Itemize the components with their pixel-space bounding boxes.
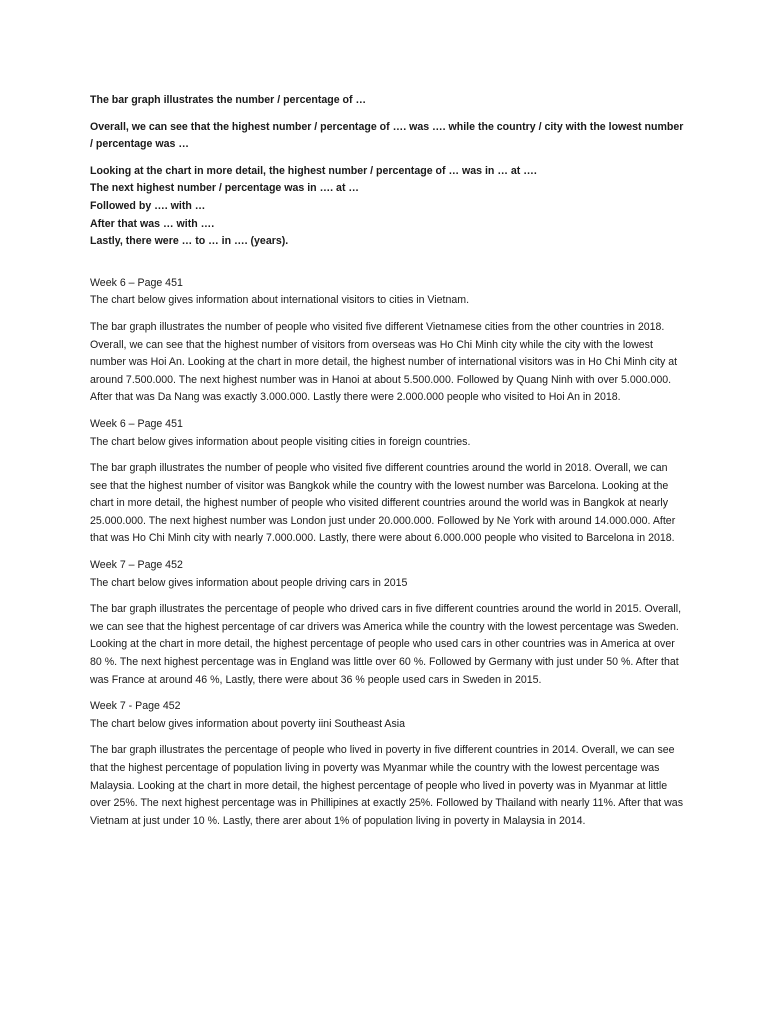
section-prompt: The chart below gives information about international visitors to cities in Vietnam. <box>90 294 470 307</box>
section-body: The bar graph illustrates the percentage of people who lived in poverty in five different countries in 2014. Overall, we can see that the highest percentage of population living in poverty was Myanmar while the country with the lowest percentage was Malaysia. Looking at the chart in more detail, the highest percentage of people who lived in poverty was in Myanmar at little over 25%. The next highest percentage was in Phillipines at exactly 25%. Followed by Thailand with nearly 11%. After that was Vietnam at just under 10 %. Lastly, there arer about 1% of population living in poverty in Malaysia in 2014. <box>90 744 683 827</box>
document-page <box>90 92 684 830</box>
template-intro: The bar graph illustrates the number / percentage of … <box>90 94 367 106</box>
template-overall: Overall, we can see that the highest number / percentage of …. was …. while the country / city with the lowest number / percentage was … <box>90 120 684 151</box>
section-body: The bar graph illustrates the number of people who visited five different Vietnamese cities from the other countries in 2018. Overall, we can see that the highest number of visitors from overseas was Ho Chi Minh city while the city with the lowest number was Hoi An. Looking at the chart in more detail, the highest number of international visitors was in Ho Chi Minh city at around 7.500.000. The next highest number was in Hanoi at about 5.500.000. Followed by Quang Ninh with over 5.000.000. After that was Da Nang was exactly 3.000.000. Lastly there were 2.000.000 people who visited to Hoi An in 2018. <box>90 320 678 404</box>
template-line: The next highest number / percentage was in …. at … <box>90 182 360 195</box>
section-1 <box>90 275 684 407</box>
section-prompt: The chart below gives information about poverty iini Southeast Asia <box>90 717 406 730</box>
section-2 <box>90 416 684 548</box>
template-line: Looking at the chart in more detail, the highest number / percentage of … was in … at …. <box>90 164 537 177</box>
section-body: The bar graph illustrates the number of people who visited five different countries around the world in 2018. Overall, we can see that the highest number of visitor was Bangkok while the country with the lowest number was Barcelona. Looking at the chart in more detail, the highest number of people who visited different countries around the world was in Bangkok at nearly 25.000.000. The next highest number was London just under 20.000.000. Followed by Ne York with around 14.000.000. After that was Ho Chi Minh city with nearly 7.000.000. Lastly, there were about 6.000.000 people who visited to Barcelona in 2018. <box>90 462 676 545</box>
section-prompt: The chart below gives information about people driving cars in 2015 <box>90 576 408 589</box>
section-heading: Week 6 – Page 451 <box>90 417 183 430</box>
template-line: Followed by …. with … <box>90 199 206 212</box>
section-4 <box>90 698 684 830</box>
section-prompt: The chart below gives information about people visiting cities in foreign countries. <box>90 435 471 448</box>
template-line: After that was … with …. <box>90 217 215 230</box>
template-block <box>90 92 684 251</box>
template-lines <box>90 163 684 251</box>
section-heading: Week 7 - Page 452 <box>90 700 181 713</box>
section-heading: Week 6 – Page 451 <box>90 276 183 289</box>
section-heading: Week 7 – Page 452 <box>90 559 183 572</box>
section-body: The bar graph illustrates the percentage of people who drived cars in five different countries around the world in 2015. Overall, we can see that the highest percentage of car drivers was America while the country with the lowest percentage was Sweden. Looking at the chart in more detail, the highest percentage of people who used cars in other countries was in America at over 80 %. The next highest percentage was in England was little over 60 %. Followed by Germany with just under 50 %. After that was France at around 46 %, Lastly, there were about 36 % people used cars in Sweden in 2015. <box>90 603 682 686</box>
section-3 <box>90 557 684 689</box>
template-line: Lastly, there were … to … in …. (years). <box>90 235 289 248</box>
